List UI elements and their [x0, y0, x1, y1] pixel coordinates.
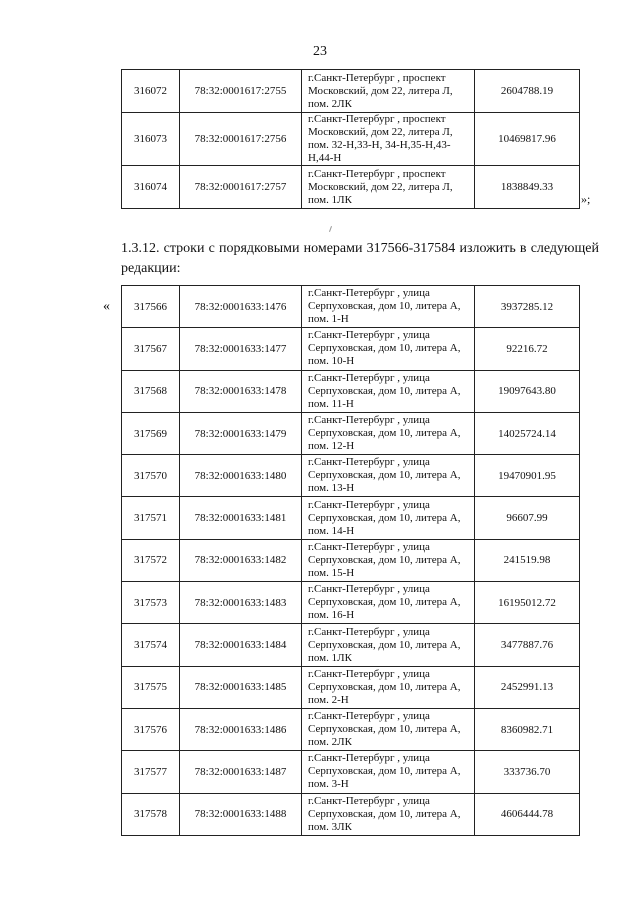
table-row	[122, 113, 580, 166]
closing-quote-mark: »;	[581, 192, 591, 206]
table-row	[122, 497, 580, 539]
cadastral-number: 78:32:0001633:1486	[180, 708, 302, 750]
cadastral-value: 16195012.72	[475, 582, 580, 624]
cadastral-number: 78:32:0001633:1487	[180, 751, 302, 793]
cadastral-number: 78:32:0001633:1476	[180, 286, 302, 328]
cadastral-value: 96607.99	[475, 497, 580, 539]
address: г.Санкт-Петербург , улица Серпуховская, дом 10, литера А, пом. 10-Н	[302, 328, 475, 370]
address: г.Санкт-Петербург , проспект Московский, дом 22, литера Л, пом. 1ЛК	[302, 166, 475, 209]
row-number: 317568	[122, 370, 180, 412]
cadastral-value: 4606444.78	[475, 793, 580, 835]
cadastral-number: 78:32:0001633:1482	[180, 539, 302, 581]
address: г.Санкт-Петербург , улица Серпуховская, дом 10, литера А, пом. 11-Н	[302, 370, 475, 412]
table-row	[122, 286, 580, 328]
table-row	[122, 166, 580, 209]
table-row	[122, 751, 580, 793]
cadastral-number: 78:32:0001633:1488	[180, 793, 302, 835]
row-number: 317576	[122, 708, 180, 750]
row-number: 317566	[122, 286, 180, 328]
address: г.Санкт-Петербург , проспект Московский, дом 22, литера Л, пом. 2ЛК	[302, 70, 475, 113]
paragraph-line-1: 1.3.12. строки с порядковыми номерами 317566-317584 изложить в следующей	[121, 241, 599, 256]
address: г.Санкт-Петербург , улица Серпуховская, дом 10, литера А, пом. 13-Н	[302, 455, 475, 497]
top-table	[121, 69, 580, 209]
table-row	[122, 708, 580, 750]
cadastral-value: 19097643.80	[475, 370, 580, 412]
table-row	[122, 666, 580, 708]
row-number: 316074	[122, 166, 180, 209]
table-row	[122, 412, 580, 454]
row-number: 317571	[122, 497, 180, 539]
address: г.Санкт-Петербург , улица Серпуховская, дом 10, литера А, пом. 2ЛК	[302, 708, 475, 750]
address: г.Санкт-Петербург , улица Серпуховская, дом 10, литера А, пом. 12-Н	[302, 412, 475, 454]
cadastral-number: 78:32:0001633:1480	[180, 455, 302, 497]
row-number: 317577	[122, 751, 180, 793]
address: г.Санкт-Петербург , улица Серпуховская, дом 10, литера А, пом. 1ЛК	[302, 624, 475, 666]
cadastral-number: 78:32:0001633:1477	[180, 328, 302, 370]
table-row	[122, 455, 580, 497]
row-number: 317570	[122, 455, 180, 497]
cadastral-value: 2452991.13	[475, 666, 580, 708]
address: г.Санкт-Петербург , улица Серпуховская, дом 10, литера А, пом. 3-Н	[302, 751, 475, 793]
address: г.Санкт-Петербург , улица Серпуховская, дом 10, литера А, пом. 2-Н	[302, 666, 475, 708]
address: г.Санкт-Петербург , проспект Московский, дом 22, литера Л, пом. 32-Н,33-Н, 34-Н,35-Н,43-Н,44-Н	[302, 113, 475, 166]
cadastral-value: 92216.72	[475, 328, 580, 370]
table-row	[122, 793, 580, 835]
cadastral-number: 78:32:0001617:2755	[180, 70, 302, 113]
cadastral-value: 3477887.76	[475, 624, 580, 666]
address: г.Санкт-Петербург , улица Серпуховская, дом 10, литера А, пом. 15-Н	[302, 539, 475, 581]
cadastral-value: 10469817.96	[475, 113, 580, 166]
row-number: 316072	[122, 70, 180, 113]
cadastral-number: 78:32:0001617:2756	[180, 113, 302, 166]
address: г.Санкт-Петербург , улица Серпуховская, дом 10, литера А, пом. 14-Н	[302, 497, 475, 539]
row-number: 317573	[122, 582, 180, 624]
cadastral-value: 333736.70	[475, 751, 580, 793]
table-row	[122, 328, 580, 370]
row-number: 317575	[122, 666, 180, 708]
page-number: 23	[313, 44, 327, 59]
cadastral-number: 78:32:0001633:1483	[180, 582, 302, 624]
cadastral-value: 14025724.14	[475, 412, 580, 454]
cadastral-value: 3937285.12	[475, 286, 580, 328]
address: г.Санкт-Петербург , улица Серпуховская, дом 10, литера А, пом. 16-Н	[302, 582, 475, 624]
amendment-paragraph	[121, 239, 599, 279]
table-row	[122, 582, 580, 624]
paragraph-line-2: редакции:	[121, 261, 181, 276]
cadastral-number: 78:32:0001633:1481	[180, 497, 302, 539]
row-number: 317574	[122, 624, 180, 666]
cadastral-value: 2604788.19	[475, 70, 580, 113]
cadastral-number: 78:32:0001633:1479	[180, 412, 302, 454]
cadastral-number: 78:32:0001617:2757	[180, 166, 302, 209]
address: г.Санкт-Петербург , улица Серпуховская, дом 10, литера А, пом. 3ЛК	[302, 793, 475, 835]
cadastral-value: 19470901.95	[475, 455, 580, 497]
cadastral-value: 8360982.71	[475, 708, 580, 750]
bottom-table	[121, 285, 580, 836]
cadastral-value: 241519.98	[475, 539, 580, 581]
cadastral-number: 78:32:0001633:1485	[180, 666, 302, 708]
opening-quote-mark: «	[103, 299, 110, 314]
row-number: 317569	[122, 412, 180, 454]
row-number: 317567	[122, 328, 180, 370]
row-number: 317572	[122, 539, 180, 581]
cadastral-value: 1838849.33	[475, 166, 580, 209]
cadastral-number: 78:32:0001633:1484	[180, 624, 302, 666]
scan-mark	[329, 226, 332, 232]
address: г.Санкт-Петербург , улица Серпуховская, дом 10, литера А, пом. 1-Н	[302, 286, 475, 328]
table-row	[122, 370, 580, 412]
row-number: 316073	[122, 113, 180, 166]
row-number: 317578	[122, 793, 180, 835]
cadastral-number: 78:32:0001633:1478	[180, 370, 302, 412]
table-row	[122, 70, 580, 113]
table-row	[122, 539, 580, 581]
table-row	[122, 624, 580, 666]
